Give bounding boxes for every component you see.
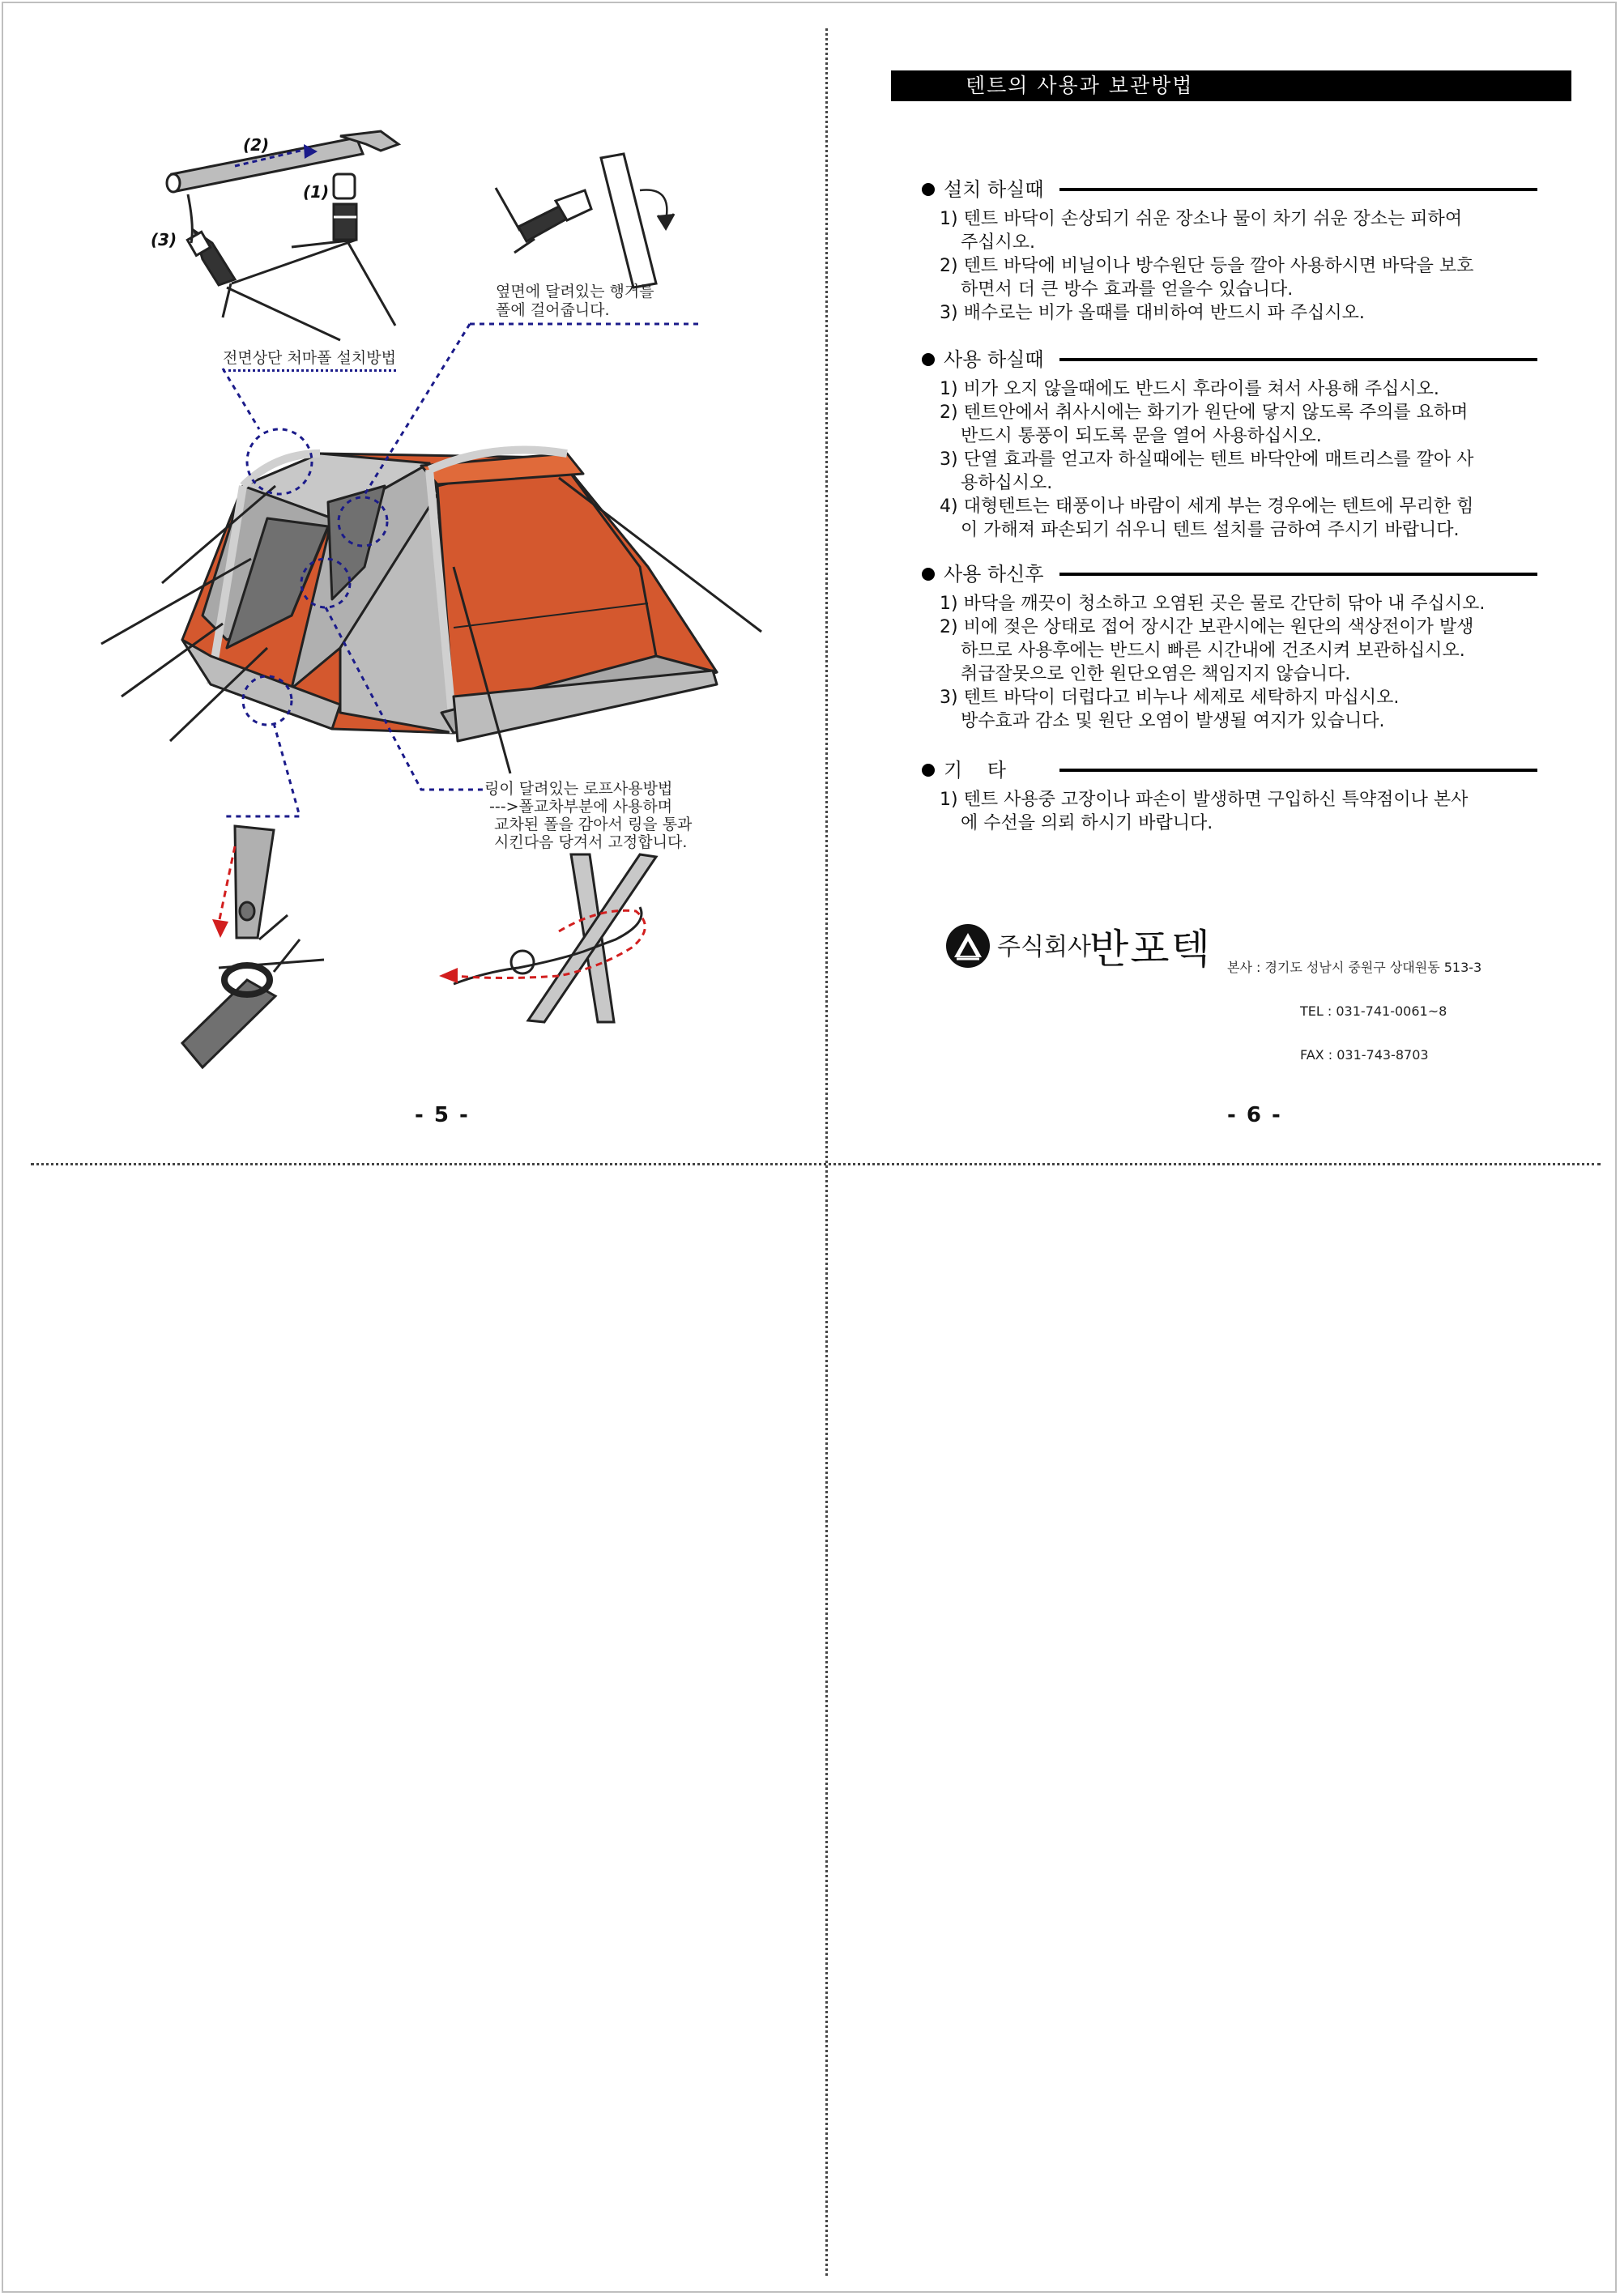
- instruction-line: 주십시오.: [961, 232, 1036, 253]
- instruction-line: 1) 텐트 바닥이 손상되기 쉬운 장소나 물이 차기 쉬운 장소는 피하여: [940, 209, 1463, 229]
- callout-2: (2): [243, 135, 270, 155]
- section-other: [922, 757, 1537, 835]
- section-after-use: [922, 561, 1537, 733]
- fold-line-vertical: [825, 28, 828, 2276]
- peg-detail: [182, 826, 324, 1067]
- instruction-line: 2) 텐트 바닥에 비닐이나 방수원단 등을 깔아 사용하시면 바닥을 보호: [940, 256, 1474, 276]
- page-number-left: - 5 -: [415, 1103, 470, 1127]
- hanger-detail: [496, 154, 674, 288]
- section-setup: [922, 177, 1537, 325]
- instruction-line: 3) 텐트 바닥이 더럽다고 비누나 세제로 세탁하지 마십시오.: [940, 688, 1400, 708]
- instruction-line: 4) 대형텐트는 태풍이나 바람이 세게 부는 경우에는 텐트에 무리한 힘: [940, 496, 1474, 517]
- instruction-line: 용하십시오.: [961, 473, 1053, 493]
- page-title: 텐트의 사용과 보관방법: [891, 70, 1571, 101]
- section-title: 사용 하실때: [944, 347, 1051, 373]
- instruction-line: 반드시 통풍이 되도록 문을 열어 사용하십시오.: [961, 426, 1322, 446]
- instruction-line: 2) 텐트안에서 취사시에는 화기가 원단에 닿지 않도록 주의를 요하며: [940, 403, 1469, 423]
- instruction-line: 3) 단열 효과를 얻고자 하실때에는 텐트 바닥안에 매트리스를 깔아 사: [940, 449, 1474, 470]
- fold-line-horizontal: [31, 1163, 1601, 1165]
- heading-rule: [1059, 769, 1537, 772]
- bullet-icon: [922, 183, 935, 196]
- callout-3: (3): [151, 230, 177, 249]
- instruction-line: 1) 바닥을 깨끗이 청소하고 오염된 곳은 물로 간단히 닦아 내 주십시오.: [940, 594, 1486, 614]
- section-heading: [922, 561, 1537, 589]
- heading-rule: [1059, 573, 1537, 576]
- instruction-line: 1) 텐트 사용중 고장이나 파손이 발생하면 구입하신 특약점이나 본사: [940, 790, 1469, 810]
- section-in-use: [922, 347, 1537, 542]
- company-contact: [1227, 931, 1481, 1077]
- ring-rope-instruction-1: 링이 달려있는 로프사용방법: [484, 780, 673, 798]
- hanger-instruction-2: 폴에 걸어줍니다.: [496, 301, 610, 319]
- company-brand: 반포텍: [1089, 926, 1212, 973]
- section-heading: [922, 177, 1537, 204]
- tent-body: [182, 450, 717, 742]
- ring-rope-instruction-2: --->폴교차부분에 사용하며: [489, 798, 673, 816]
- ring-rope-detail: [439, 854, 656, 1022]
- instruction-line: 이 가해져 파손되기 쉬우니 텐트 설치를 금하여 주시기 바랍니다.: [961, 520, 1460, 540]
- company-prefix: 주식회사: [997, 933, 1091, 961]
- company-tel: TEL : 031-741-0061~8: [1300, 1003, 1447, 1019]
- callout-1: (1): [303, 182, 330, 202]
- bullet-icon: [922, 353, 935, 366]
- section-title: 사용 하신후: [944, 561, 1051, 587]
- company-logo-icon: [945, 923, 991, 969]
- ring-rope-instruction-4: 시킨다음 당겨서 고정합니다.: [494, 833, 688, 851]
- bullet-icon: [922, 568, 935, 581]
- ring-rope-instruction-3: 교차된 폴을 감아서 링을 통과: [494, 816, 693, 833]
- front-eave-pole-title: 전면상단 처마폴 설치방법: [223, 348, 396, 372]
- eave-pole-detail: [167, 131, 399, 340]
- instruction-line: 2) 비에 젖은 상태로 접어 장시간 보관시에는 원단의 색상전이가 발생: [940, 617, 1474, 637]
- company-address: 본사 : 경기도 성남시 중원구 상대원동 513-3: [1227, 960, 1482, 975]
- instruction-line: 3) 배수로는 비가 올때를 대비하여 반드시 파 주십시오.: [940, 303, 1365, 323]
- bullet-icon: [922, 764, 935, 777]
- section-heading: [922, 757, 1537, 785]
- instruction-line: 하므로 사용후에는 반드시 빠른 시간내에 건조시켜 보관하십시오.: [961, 641, 1465, 661]
- section-title: 기 타: [944, 757, 1013, 783]
- heading-rule: [1059, 188, 1537, 191]
- instruction-line: 방수효과 감소 및 원단 오염이 발생될 여지가 있습니다.: [961, 711, 1385, 731]
- instruction-line: 취급잘못으로 인한 원단오염은 책임지지 않습니다.: [961, 664, 1351, 684]
- section-heading: [922, 347, 1537, 374]
- section-title: 설치 하실때: [944, 177, 1051, 202]
- page-number-right: - 6 -: [1227, 1103, 1282, 1127]
- company-fax: FAX : 031-743-8703: [1300, 1047, 1429, 1063]
- hanger-instruction-1: 옆면에 달려있는 행거를: [496, 283, 654, 300]
- instruction-line: 에 수선을 의뢰 하시기 바랍니다.: [961, 813, 1213, 833]
- heading-rule: [1059, 358, 1537, 361]
- instruction-line: 1) 비가 오지 않을때에도 반드시 후라이를 쳐서 사용해 주십시오.: [940, 379, 1439, 399]
- instruction-line: 하면서 더 큰 방수 효과를 얻을수 있습니다.: [961, 279, 1294, 300]
- tent-setup-illustration: [0, 0, 825, 1134]
